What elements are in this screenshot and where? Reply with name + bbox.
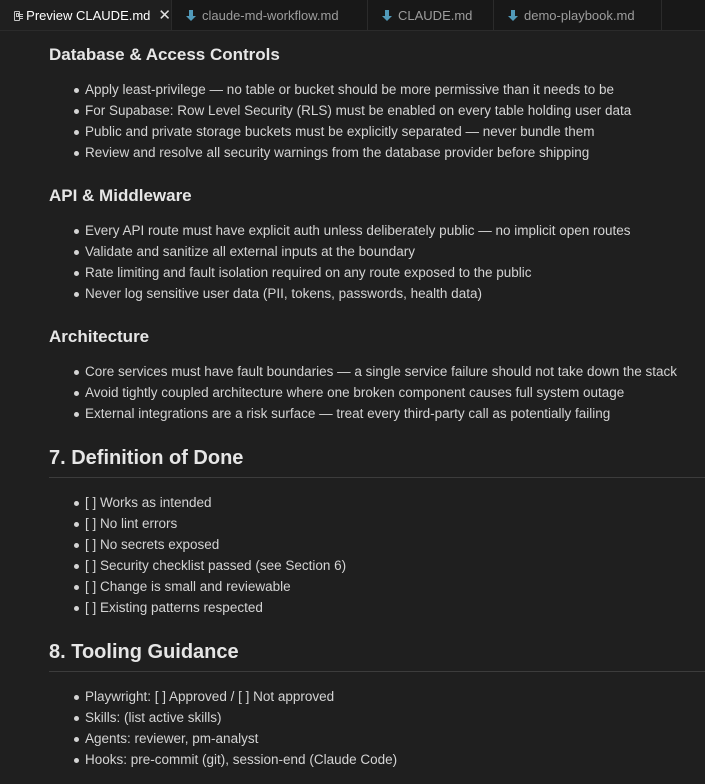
list-item: Rate limiting and fault isolation required on any route exposed to the public	[49, 262, 631, 283]
heading-database-access-controls: Database & Access Controls	[49, 45, 280, 64]
list-item: Hooks: pre-commit (git), session-end (Claude Code)	[49, 749, 397, 770]
tab-claude-md[interactable]	[368, 0, 494, 31]
heading-api-middleware: API & Middleware	[49, 186, 192, 205]
list-item: Review and resolve all security warnings from the database provider before shipping	[49, 142, 631, 163]
preview-icon	[14, 11, 20, 21]
list-database-access-controls	[49, 79, 631, 163]
list-item: Every API route must have explicit auth unless deliberately public — no implicit open routes	[49, 220, 631, 241]
markdown-file-icon	[508, 10, 518, 22]
list-item: Skills: (list active skills)	[49, 707, 397, 728]
tab-label: CLAUDE.md	[398, 8, 473, 23]
list-item: External integrations are a risk surface — treat every third-party call as potentially failing	[49, 403, 677, 424]
list-item: For Supabase: Row Level Security (RLS) must be enabled on every table holding user data	[49, 100, 631, 121]
tab-demo-playbook[interactable]	[494, 0, 662, 31]
list-item: [ ] Existing patterns respected	[49, 597, 346, 618]
list-tooling-guidance	[49, 686, 397, 770]
tab-preview-claude-md[interactable]	[0, 0, 172, 31]
list-item: [ ] Works as intended	[49, 492, 346, 513]
tab-label: Preview CLAUDE.md	[26, 8, 151, 23]
list-item: Avoid tightly coupled architecture where one broken component causes full system outage	[49, 382, 677, 403]
list-item: [ ] Security checklist passed (see Section 6)	[49, 555, 346, 576]
editor-tab-bar	[0, 0, 705, 31]
heading-divider	[49, 671, 705, 672]
list-item: [ ] Change is small and reviewable	[49, 576, 346, 597]
tab-label: claude-md-workflow.md	[202, 8, 339, 23]
list-architecture	[49, 361, 677, 424]
list-api-middleware	[49, 220, 631, 304]
tab-claude-md-workflow[interactable]	[172, 0, 368, 31]
heading-tooling-guidance: 8. Tooling Guidance	[49, 641, 239, 663]
list-item: Validate and sanitize all external inputs at the boundary	[49, 241, 631, 262]
list-item: Apply least-privilege — no table or bucket should be more permissive than it needs to be	[49, 79, 631, 100]
list-item: [ ] No lint errors	[49, 513, 346, 534]
heading-definition-of-done: 7. Definition of Done	[49, 447, 244, 469]
markdown-file-icon	[382, 10, 392, 22]
list-item: Never log sensitive user data (PII, tokens, passwords, health data)	[49, 283, 631, 304]
list-item: Playwright: [ ] Approved / [ ] Not approved	[49, 686, 397, 707]
list-item: Public and private storage buckets must be explicitly separated — never bundle them	[49, 121, 631, 142]
list-item: [ ] No secrets exposed	[49, 534, 346, 555]
list-item: Core services must have fault boundaries — a single service failure should not take down the stack	[49, 361, 677, 382]
heading-architecture: Architecture	[49, 327, 150, 346]
tab-label: demo-playbook.md	[524, 8, 635, 23]
heading-divider	[49, 477, 705, 478]
markdown-file-icon	[186, 10, 196, 22]
list-definition-of-done	[49, 492, 346, 618]
close-icon[interactable]: ✕	[158, 6, 171, 24]
list-item: Agents: reviewer, pm-analyst	[49, 728, 397, 749]
